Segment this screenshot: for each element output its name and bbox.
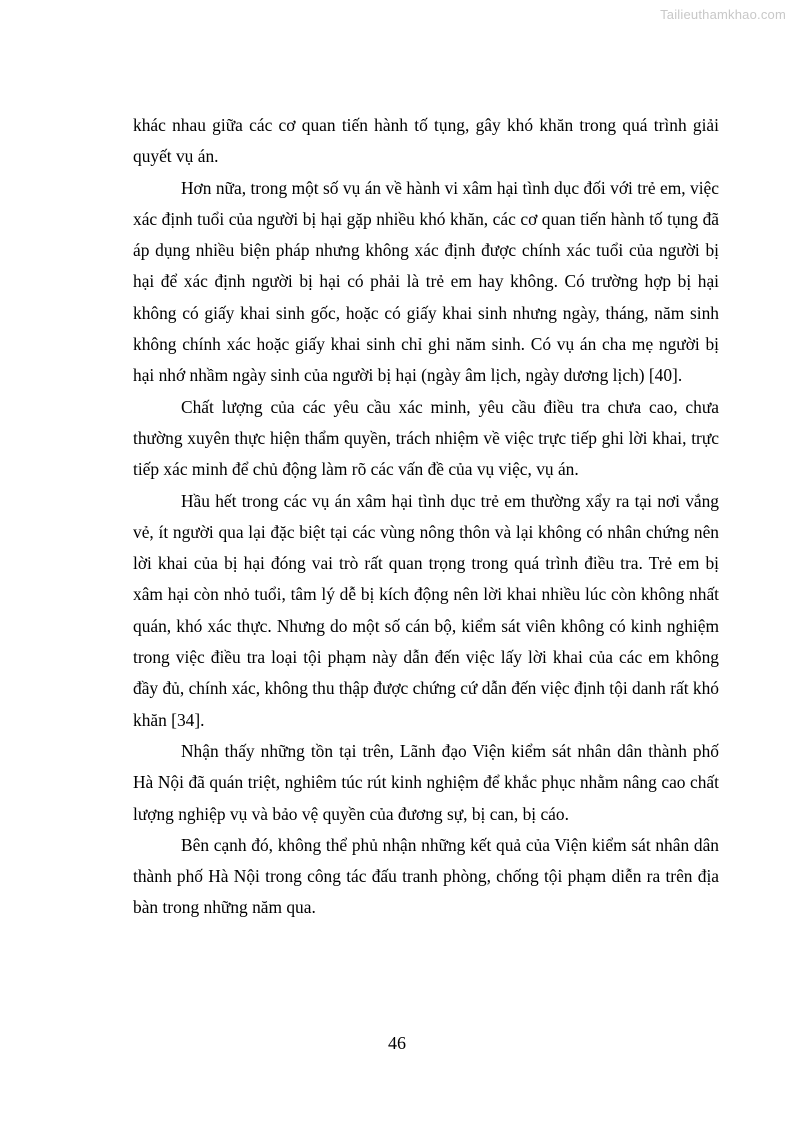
paragraph-age-determination: Hơn nữa, trong một số vụ án về hành vi xâm hại tình dục đối với trẻ em, việc xác định tuổi của người bị hại gặp nhiều khó khăn, các cơ quan tiến hành tố tụng đã áp dụng nhiều biện pháp nhưng không xác định được chính xác tuổi của người bị hại để xác định người bị hại có phải là trẻ em hay không. Có trường hợp bị hại không có giấy khai sinh gốc, hoặc có giấy khai sinh nhưng ngày, tháng, năm sinh không chính xác hoặc giấy khai sinh chỉ ghi năm sinh. Có vụ án cha mẹ người bị hại nhớ nhầm ngày sinh của người bị hại (ngày âm lịch, ngày dương lịch) [40]. (133, 177, 719, 386)
document-body (133, 110, 719, 924)
paragraph-testimony: Hầu hết trong các vụ án xâm hại tình dục trẻ em thường xẩy ra tại nơi vắng vẻ, ít người qua lại đặc biệt tại các vùng nông thôn và lại không có nhân chứng nên lời khai của bị hại đóng vai trò rất quan trọng trong quá trình điều tra. Trẻ em bị xâm hại còn nhỏ tuổi, tâm lý dễ bị kích động nên lời khai nhiều lúc còn không nhất quán, khó xác thực. Nhưng do một số cán bộ, kiểm sát viên không có kinh nghiệm trong việc điều tra loại tội phạm này dẫn đến việc lấy lời khai của các em không đầy đủ, chính xác, không thu thập được chứng cứ dẫn đến việc định tội danh rất khó khăn [34]. (133, 490, 719, 730)
paragraph-achievements: Bên cạnh đó, không thể phủ nhận những kết quả của Viện kiểm sát nhân dân thành phố Hà Nội trong công tác đấu tranh phòng, chống tội phạm diễn ra trên địa bàn trong những năm qua. (133, 834, 719, 918)
paragraph-continuation: khác nhau giữa các cơ quan tiến hành tố tụng, gây khó khăn trong quá trình giải quyết vụ án. (133, 115, 719, 167)
paragraph-leadership-response: Nhận thấy những tồn tại trên, Lãnh đạo Viện kiểm sát nhân dân thành phố Hà Nội đã quán triệt, nghiêm túc rút kinh nghiệm để khắc phục nhằm nâng cao chất lượng nghiệp vụ và bảo vệ quyền của đương sự, bị can, bị cáo. (133, 740, 719, 824)
page-number: 46 (388, 1033, 406, 1053)
watermark-text: Tailieuthamkhao.com (660, 7, 786, 22)
paragraph-verification-quality: Chất lượng của các yêu cầu xác minh, yêu cầu điều tra chưa cao, chưa thường xuyên thực hiện thẩm quyền, trách nhiệm về việc trực tiếp ghi lời khai, trực tiếp xác minh để chủ động làm rõ các vấn đề của vụ việc, vụ án. (133, 396, 719, 480)
